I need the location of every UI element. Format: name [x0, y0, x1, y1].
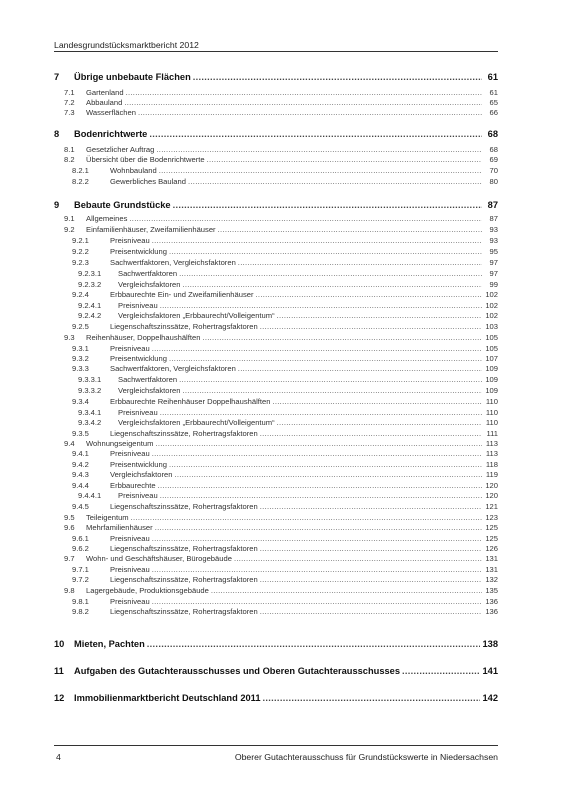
- toc-entry-page: 111: [486, 429, 498, 438]
- toc-entry-number: 9.4.1: [72, 449, 89, 458]
- toc-entry-number: 9.6.2: [72, 544, 89, 553]
- toc-entry-page: 105: [485, 333, 498, 342]
- dot-leader: [182, 386, 482, 395]
- toc-entry-title: Vergleichsfaktoren „Erbbaurecht/Volleigentum“: [118, 311, 275, 320]
- toc-entry[interactable]: [54, 246, 498, 256]
- dot-leader: [124, 98, 482, 107]
- toc-entry-title: Preisniveau: [118, 491, 158, 500]
- toc-entry-number: 9.4.3: [72, 470, 89, 479]
- toc-entry[interactable]: [54, 396, 498, 406]
- toc-entry[interactable]: [54, 543, 498, 553]
- toc-entry-page: 141: [482, 666, 498, 676]
- toc-entry[interactable]: [54, 268, 498, 278]
- toc-entry-number: 9.4.4.1: [78, 491, 102, 500]
- toc-entry-page: 69: [489, 155, 498, 164]
- toc-entry[interactable]: [54, 438, 498, 448]
- toc-entry-title: Liegenschaftszinssätze, Rohertragsfaktoren: [110, 544, 258, 553]
- toc-entry-number: 9.3.3.1: [78, 375, 102, 384]
- dot-leader: [272, 397, 482, 406]
- toc-entry[interactable]: [54, 469, 498, 479]
- toc-chapter-entry[interactable]: [54, 127, 498, 139]
- toc-entry-page: 102: [485, 301, 498, 310]
- toc-entry[interactable]: [54, 501, 498, 511]
- dot-leader: [260, 544, 482, 553]
- dot-leader: [156, 145, 482, 154]
- dot-leader: [277, 311, 482, 320]
- dot-leader: [238, 258, 482, 267]
- toc-entry-page: 95: [489, 247, 498, 256]
- dot-leader: [169, 460, 482, 469]
- dot-leader: [179, 269, 482, 278]
- dot-leader: [147, 639, 481, 649]
- toc-entry-number: 9.3.4.1: [78, 408, 102, 417]
- toc-entry-title: Wohnungseigentum: [86, 439, 154, 448]
- toc-entry[interactable]: [54, 107, 498, 117]
- toc-entry-page: 138: [482, 639, 498, 649]
- toc-entry-page: 125: [485, 523, 498, 532]
- toc-entry[interactable]: [54, 165, 498, 175]
- dot-leader: [152, 534, 482, 543]
- toc-entry-title: Preisniveau: [118, 301, 158, 310]
- toc-entry[interactable]: [54, 459, 498, 469]
- toc-entry-page: 131: [485, 554, 498, 563]
- header-rule: [54, 51, 498, 52]
- toc-entry-number: 8.1: [64, 145, 75, 154]
- toc-entry[interactable]: [54, 235, 498, 245]
- toc-entry-number: 9.1: [64, 214, 75, 223]
- dot-leader: [260, 575, 482, 584]
- toc-entry-title: Preisniveau: [110, 344, 150, 353]
- toc-entry-number: 9.7: [64, 554, 75, 563]
- dot-leader: [155, 439, 482, 448]
- toc-entry[interactable]: [54, 522, 498, 532]
- toc-entry-number: 7: [54, 72, 60, 82]
- dot-leader: [256, 290, 482, 299]
- toc-entry-title: Sachwertfaktoren: [118, 375, 178, 384]
- toc-entry-number: 9.3.4: [72, 397, 89, 406]
- toc-entry-page: 93: [489, 225, 498, 234]
- toc-entry[interactable]: [54, 606, 498, 616]
- toc-entry-number: 9.7.1: [72, 565, 89, 574]
- toc-entry-title: Liegenschaftszinssätze, Rohertragsfaktoren: [110, 607, 258, 616]
- toc-entry[interactable]: [54, 279, 498, 289]
- dot-leader: [277, 418, 482, 427]
- dot-leader: [149, 129, 482, 139]
- toc-entry-number: 7.1: [64, 88, 75, 97]
- toc-entry-title: Vergleichsfaktoren: [118, 280, 181, 289]
- dot-leader: [263, 693, 481, 703]
- toc-entry[interactable]: [54, 144, 498, 154]
- dot-leader: [155, 523, 482, 532]
- toc-entry-page: 126: [485, 544, 498, 553]
- dot-leader: [160, 408, 482, 417]
- toc-entry-page: 120: [485, 481, 498, 490]
- toc-entry-page: 65: [489, 98, 498, 107]
- toc-entry-title: Preisniveau: [110, 236, 150, 245]
- dot-leader: [152, 449, 482, 458]
- toc-entry-page: 97: [489, 258, 498, 267]
- toc-entry-page: 87: [489, 214, 498, 223]
- dot-leader: [238, 364, 482, 373]
- toc-entry-page: 118: [485, 460, 498, 469]
- toc-chapter-entry[interactable]: [54, 637, 498, 649]
- toc-entry-title: Übersicht über die Bodenrichtwerte: [86, 155, 205, 164]
- toc-entry-page: 102: [485, 311, 498, 320]
- toc-entry-title: Wohnbauland: [110, 166, 157, 175]
- toc-entry[interactable]: [54, 596, 498, 606]
- toc-entry-title: Preisniveau: [118, 408, 158, 417]
- toc-entry-title: Vergleichsfaktoren: [118, 386, 181, 395]
- toc-entry-number: 9.3.5: [72, 429, 89, 438]
- dot-leader: [260, 502, 482, 511]
- toc-entry[interactable]: [54, 428, 498, 438]
- toc-entry[interactable]: [54, 480, 498, 490]
- dot-leader: [160, 491, 482, 500]
- toc-entry-number: 9.2.4: [72, 290, 89, 299]
- dot-leader: [158, 481, 482, 490]
- toc-entry-title: Teileigentum: [86, 513, 129, 522]
- toc-entry-page: 120: [485, 491, 498, 500]
- toc-entry-number: 9.8.1: [72, 597, 89, 606]
- dot-leader: [173, 200, 482, 210]
- dot-leader: [182, 280, 482, 289]
- toc-entry-number: 9.2.3.1: [78, 269, 102, 278]
- dot-leader: [129, 214, 482, 223]
- toc-entry-title: Wasserflächen: [86, 108, 136, 117]
- toc-entry-title: Allgemeines: [86, 214, 128, 223]
- toc-entry-page: 109: [485, 364, 498, 373]
- toc-entry-title: Preisentwicklung: [110, 460, 167, 469]
- toc-entry[interactable]: [54, 224, 498, 234]
- toc-entry-page: 93: [489, 236, 498, 245]
- toc-entry-page: 99: [489, 280, 498, 289]
- toc-entry-number: 8.2.1: [72, 166, 89, 175]
- toc-entry-number: 9.2.3: [72, 258, 89, 267]
- toc-entry-number: 9.2.3.2: [78, 280, 102, 289]
- toc-entry[interactable]: [54, 363, 498, 373]
- toc-entry-number: 9.3.4.2: [78, 418, 102, 427]
- toc-entry-page: 107: [485, 354, 498, 363]
- toc-entry-title: Preisniveau: [110, 534, 150, 543]
- dot-leader: [260, 429, 482, 438]
- footer-rule: [54, 745, 498, 746]
- toc-entry-title: Vergleichsfaktoren: [110, 470, 173, 479]
- dot-leader: [160, 301, 482, 310]
- toc-entry-number: 9: [54, 200, 60, 210]
- toc-entry[interactable]: [54, 585, 498, 595]
- toc-entry-title: Reihenhäuser, Doppelhaushälften: [86, 333, 201, 342]
- toc-entry[interactable]: [54, 553, 498, 563]
- toc-entry-number: 9.6: [64, 523, 75, 532]
- toc-entry-title: Preisentwicklung: [110, 354, 167, 363]
- toc-entry-page: 105: [485, 344, 498, 353]
- toc-entry-number: 9.2.1: [72, 236, 89, 245]
- toc-entry[interactable]: [54, 407, 498, 417]
- dot-leader: [193, 72, 482, 82]
- toc-entry-page: 142: [482, 693, 498, 703]
- dot-leader: [188, 177, 482, 186]
- toc-entry[interactable]: [54, 87, 498, 97]
- toc-entry-page: 123: [485, 513, 498, 522]
- toc-entry-page: 135: [485, 586, 498, 595]
- toc-entry[interactable]: [54, 374, 498, 384]
- toc-entry-number: 9.3.3.2: [78, 386, 102, 395]
- toc-entry-number: 10: [54, 639, 65, 649]
- toc-entry[interactable]: [54, 564, 498, 574]
- toc-entry-title: Einfamilienhäuser, Zweifamilienhäuser: [86, 225, 216, 234]
- toc-entry-page: 103: [485, 322, 498, 331]
- dot-leader: [169, 354, 482, 363]
- toc-entry-title: Sachwertfaktoren, Vergleichsfaktoren: [110, 364, 236, 373]
- toc-entry-title: Liegenschaftszinssätze, Rohertragsfaktoren: [110, 575, 258, 584]
- toc-entry-page: 110: [485, 397, 498, 406]
- toc-entry-page: 66: [489, 108, 498, 117]
- dot-leader: [138, 108, 482, 117]
- toc-entry-title: Erbbaurechte Ein- und Zweifamilienhäuser: [110, 290, 254, 299]
- toc-entry[interactable]: [54, 574, 498, 584]
- toc-entry-page: 113: [485, 439, 498, 448]
- dot-leader: [260, 607, 482, 616]
- toc-entry-title: Preisentwicklung: [110, 247, 167, 256]
- toc-entry-page: 97: [489, 269, 498, 278]
- toc-entry-title: Wohn- und Geschäftshäuser, Bürogebäude: [86, 554, 232, 563]
- toc-entry-page: 109: [485, 386, 498, 395]
- toc-entry-number: 8: [54, 129, 60, 139]
- toc-entry-page: 110: [485, 418, 498, 427]
- toc-entry-page: 131: [485, 565, 498, 574]
- toc-entry-page: 109: [485, 375, 498, 384]
- toc-entry-page: 119: [485, 470, 498, 479]
- toc-entry-number: 9.2.2: [72, 247, 89, 256]
- toc-entry-number: 9.4: [64, 439, 75, 448]
- toc-entry-title: Erbbaurechte Reihenhäuser Doppelhaushälften: [110, 397, 271, 406]
- toc-entry-title: Sachwertfaktoren: [118, 269, 178, 278]
- toc-entry-page: 136: [485, 597, 498, 606]
- toc-entry[interactable]: [54, 448, 498, 458]
- toc-chapter-entry[interactable]: [54, 691, 498, 703]
- dot-leader: [402, 666, 480, 676]
- toc-chapter-entry[interactable]: [54, 664, 498, 676]
- toc-entry[interactable]: [54, 154, 498, 164]
- dot-leader: [218, 225, 482, 234]
- toc-entry[interactable]: [54, 353, 498, 363]
- dot-leader: [179, 375, 482, 384]
- toc-chapter-entry[interactable]: [54, 198, 498, 210]
- toc-entry-number: 9.2.4.1: [78, 301, 102, 310]
- dot-leader: [211, 586, 482, 595]
- toc-entry-number: 9.4.2: [72, 460, 89, 469]
- toc-entry-number: 9.8: [64, 586, 75, 595]
- toc-entry[interactable]: [54, 176, 498, 186]
- toc-entry[interactable]: [54, 533, 498, 543]
- toc-entry[interactable]: [54, 512, 498, 522]
- dot-leader: [131, 513, 482, 522]
- dot-leader: [126, 88, 482, 97]
- toc-entry-page: 136: [485, 607, 498, 616]
- toc-entry-number: 9.3.2: [72, 354, 89, 363]
- toc-entry-number: 8.2.2: [72, 177, 89, 186]
- toc-entry-number: 9.2.5: [72, 322, 89, 331]
- dot-leader: [234, 554, 482, 563]
- toc-entry-number: 9.2.4.2: [78, 311, 102, 320]
- running-header: Landesgrundstücksmarktbericht 2012: [54, 40, 199, 50]
- toc-entry-title: Liegenschaftszinssätze, Rohertragsfaktoren: [110, 502, 258, 511]
- toc-entry-number: 9.2: [64, 225, 75, 234]
- toc-entry-page: 125: [485, 534, 498, 543]
- toc-entry-page: 61: [487, 72, 498, 82]
- toc-entry[interactable]: [54, 310, 498, 320]
- toc-entry-number: 9.7.2: [72, 575, 89, 584]
- toc-entry-number: 11: [54, 666, 64, 676]
- toc-entry[interactable]: [54, 213, 498, 223]
- toc-entry-page: 110: [485, 408, 498, 417]
- toc-entry-title: Gartenland: [86, 88, 124, 97]
- toc-entry-title: Mehrfamilienhäuser: [86, 523, 153, 532]
- toc-entry-number: 9.6.1: [72, 534, 89, 543]
- toc-entry[interactable]: [54, 321, 498, 331]
- toc-entry-title: Immobilienmarktbericht Deutschland 2011: [74, 693, 261, 703]
- dot-leader: [260, 322, 482, 331]
- toc-entry-number: 9.3: [64, 333, 75, 342]
- toc-entry-title: Erbbaurechte: [110, 481, 156, 490]
- toc-entry[interactable]: [54, 300, 498, 310]
- toc-entry-number: 8.2: [64, 155, 75, 164]
- dot-leader: [202, 333, 482, 342]
- dot-leader: [152, 344, 482, 353]
- toc-entry-title: Liegenschaftszinssätze, Rohertragsfaktoren: [110, 322, 258, 331]
- toc-chapter-entry[interactable]: [54, 70, 498, 82]
- toc-entry-number: 9.8.2: [72, 607, 89, 616]
- dot-leader: [174, 470, 482, 479]
- toc-entry[interactable]: [54, 490, 498, 500]
- dot-leader: [152, 236, 482, 245]
- toc-entry-title: Sachwertfaktoren, Vergleichsfaktoren: [110, 258, 236, 267]
- toc-entry-number: 9.4.5: [72, 502, 89, 511]
- toc-entry-page: 121: [485, 502, 498, 511]
- toc-entry[interactable]: [54, 97, 498, 107]
- toc-entry-number: 7.3: [64, 108, 75, 117]
- toc-entry-page: 80: [489, 177, 498, 186]
- toc-entry[interactable]: [54, 332, 498, 342]
- toc-entry-title: Abbauland: [86, 98, 123, 107]
- toc-entry-title: Übrige unbebaute Flächen: [74, 72, 191, 82]
- toc-entry-number: 7.2: [64, 98, 75, 107]
- dot-leader: [152, 597, 482, 606]
- toc-entry[interactable]: [54, 257, 498, 267]
- toc-entry-title: Mieten, Pachten: [74, 639, 145, 649]
- toc-entry-page: 68: [487, 129, 498, 139]
- toc-entry-title: Preisniveau: [110, 597, 150, 606]
- toc-entry-number: 9.3.3: [72, 364, 89, 373]
- dot-leader: [159, 166, 482, 175]
- toc-entry[interactable]: [54, 385, 498, 395]
- toc-entry-page: 132: [485, 575, 498, 584]
- toc-entry-page: 70: [489, 166, 498, 175]
- toc-entry-title: Bodenrichtwerte: [74, 129, 148, 139]
- toc-entry-page: 87: [487, 200, 498, 210]
- toc-entry-title: Gewerbliches Bauland: [110, 177, 186, 186]
- toc-entry-number: 9.5: [64, 513, 75, 522]
- toc-entry-title: Vergleichsfaktoren „Erbbaurecht/Volleigentum“: [118, 418, 275, 427]
- toc-entry[interactable]: [54, 417, 498, 427]
- footer-text: Oberer Gutachterausschuss für Grundstückswerte in Niedersachsen: [234, 752, 498, 762]
- dot-leader: [207, 155, 482, 164]
- toc-entry-title: Liegenschaftszinssätze, Rohertragsfaktoren: [110, 429, 258, 438]
- toc-entry-title: Bebaute Grundstücke: [74, 200, 171, 210]
- toc-entry-page: 61: [489, 88, 498, 97]
- toc-entry-title: Aufgaben des Gutachterausschusses und Oberen Gutachterausschusses: [74, 666, 401, 676]
- dot-leader: [169, 247, 482, 256]
- toc-entry-page: 102: [485, 290, 498, 299]
- toc-entry-title: Gesetzlicher Auftrag: [86, 145, 155, 154]
- toc-entry-title: Preisniveau: [110, 565, 150, 574]
- toc-entry[interactable]: [54, 343, 498, 353]
- toc-entry-number: 12: [54, 693, 65, 703]
- toc-entry[interactable]: [54, 289, 498, 299]
- toc-entry-page: 113: [485, 449, 498, 458]
- toc-entry-number: 9.3.1: [72, 344, 89, 353]
- toc-entry-title: Preisniveau: [110, 449, 150, 458]
- dot-leader: [152, 565, 482, 574]
- page-number: 4: [56, 752, 61, 762]
- toc-entry-title: Lagergebäude, Produktionsgebäude: [86, 586, 209, 595]
- toc-entry-page: 68: [489, 145, 498, 154]
- toc-entry-number: 9.4.4: [72, 481, 89, 490]
